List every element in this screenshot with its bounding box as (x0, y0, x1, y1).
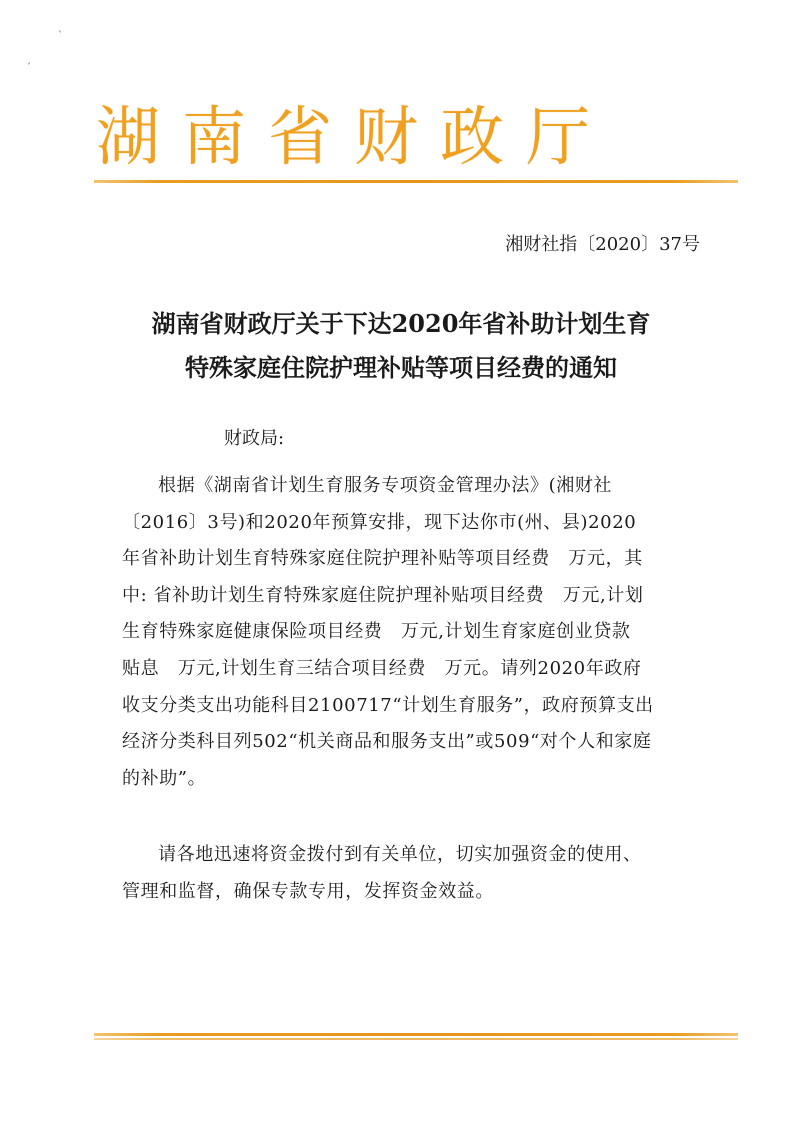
document-number: 湘财社指〔2020〕37号 (505, 234, 700, 255)
document-title-line: 湖南省财政厅关于下达2020年省补助计划生育 (151, 309, 651, 338)
paragraph-line: 的补助”。 (122, 767, 207, 789)
paragraph-line: 贴息 万元,计划生育三结合项目经费 万元。请列2020年政府 (122, 657, 642, 679)
paragraph-line: 经济分类科目列502“机关商品和服务支出”或509“对个人和家庭 (122, 731, 652, 753)
document-title-line: 特殊家庭住院护理补贴等项目经费的通知 (185, 353, 617, 382)
paragraph-line: 管理和监督，确保专款专用，发挥资金效益。 (122, 880, 494, 902)
paragraph-allocation (122, 468, 712, 797)
organization-header: 湖南省财政厅 (96, 101, 612, 175)
footer-divider (94, 1033, 738, 1036)
footer-divider-thin (94, 1038, 738, 1040)
header-divider (94, 180, 738, 183)
paragraph-line: 收支分类支出功能科目2100717“计划生育服务”，政府预算支出 (122, 694, 654, 716)
document-title (90, 302, 712, 390)
paragraph-line: 请各地迅速将资金拨付到有关单位，切实加强资金的使用、 (158, 844, 642, 865)
paragraph-line: 〔2016〕3号)和2020年预算安排，现下达你市(州、县)2020 (122, 511, 637, 533)
paragraph-line: 生育特殊家庭健康保险项目经费 万元,计划生育家庭创业贷款 (122, 621, 631, 643)
paragraph-line: 中: 省补助计划生育特殊家庭住院护理补贴项目经费 万元,计划 (122, 584, 644, 606)
paragraph-line: 年省补助计划生育特殊家庭住院护理补贴等项目经费 万元，其 (122, 548, 643, 570)
scan-speck: ˊ (26, 63, 31, 74)
scan-speck: ˋ (58, 31, 63, 42)
paragraph-line: 根据《湖南省计划生育服务专项资金管理办法》(湘财社 (158, 475, 613, 496)
paragraph-instructions (122, 837, 712, 910)
salutation: 财政局: (224, 428, 285, 449)
